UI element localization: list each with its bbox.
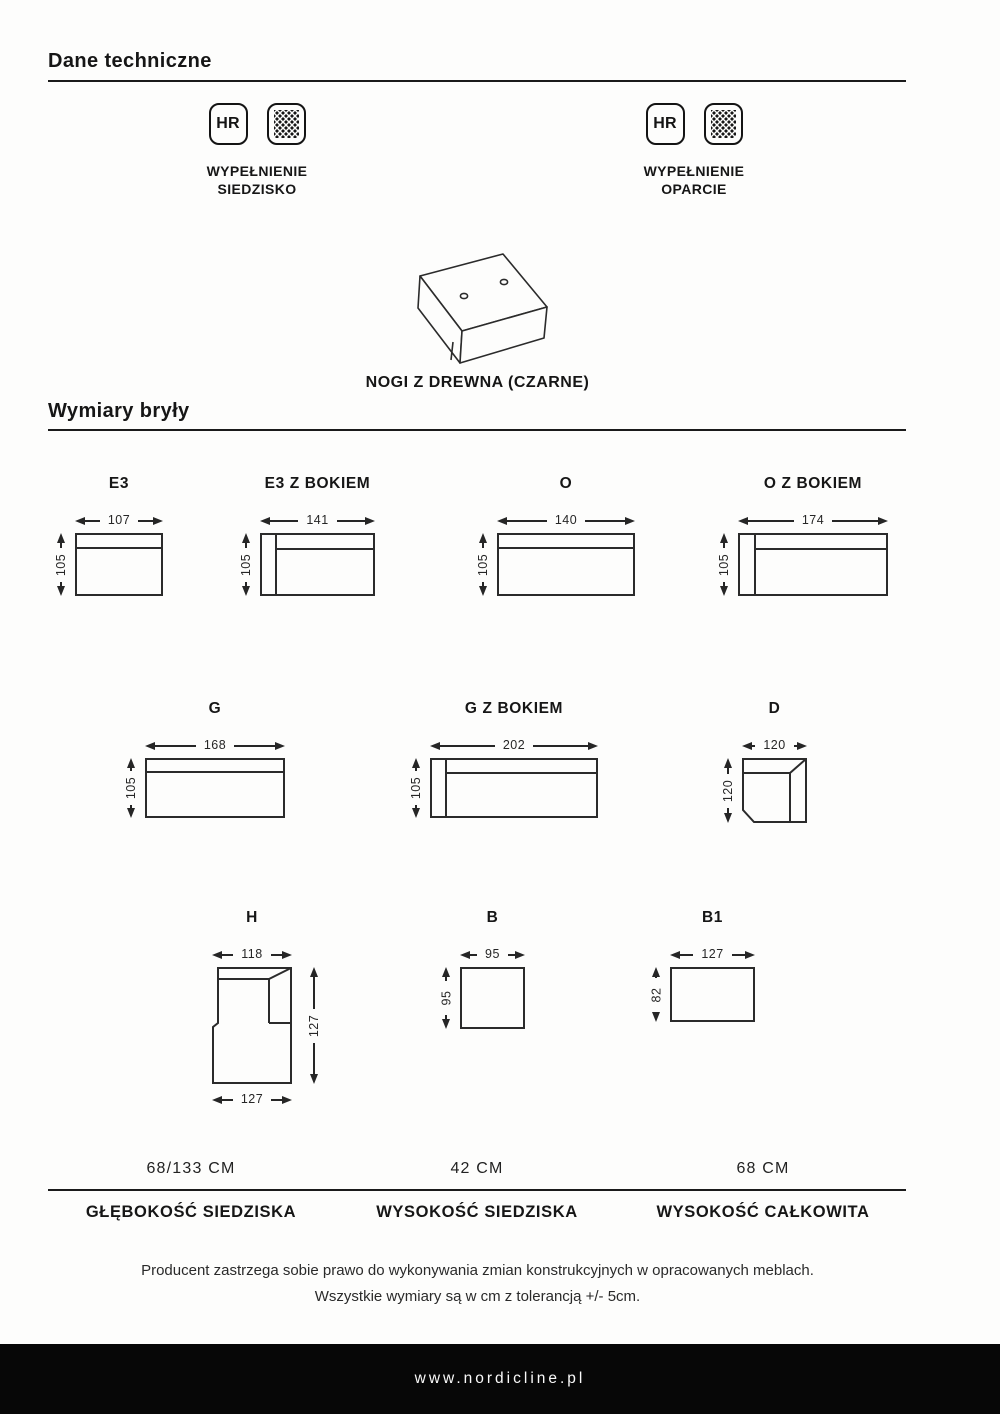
module-gb-height-value: 105 — [409, 776, 424, 800]
module-b-label: B — [486, 909, 499, 926]
module-gb-height-dim — [408, 758, 424, 818]
module-e3 — [51, 475, 163, 596]
hr-label: HR — [216, 115, 240, 132]
module-o-z-bokiem — [714, 475, 888, 596]
divider — [48, 1189, 906, 1191]
arrow-right-icon — [365, 517, 375, 525]
filling-backrest-label-line1: WYPEŁNIENIE — [643, 163, 745, 179]
foam-dots-pattern — [711, 110, 736, 138]
module-d-height-dim — [720, 758, 736, 823]
filling-backrest-icons — [599, 103, 789, 145]
dim-line — [748, 520, 794, 522]
module-b-shape — [460, 967, 525, 1029]
dimension-stats — [48, 1160, 906, 1222]
disclaimer-line2: Wszystkie wymiary są w cm z tolerancją +/- 5cm. — [314, 1288, 641, 1305]
module-h-bottom-width-dim — [212, 1093, 292, 1107]
arrow-right-icon — [282, 1096, 292, 1104]
module-d — [718, 700, 807, 823]
arrow-right-icon — [275, 742, 285, 750]
section-title-technical: Dane techniczne — [48, 50, 212, 72]
arrow-down-icon — [310, 1074, 318, 1084]
module-b-width-value: 95 — [485, 947, 500, 961]
arrow-right-icon — [153, 517, 163, 525]
divider — [48, 429, 906, 431]
arrow-down-icon — [720, 586, 728, 596]
module-h-shape — [212, 967, 292, 1084]
module-b1-width-dim — [670, 948, 755, 962]
arrow-down-icon — [442, 1019, 450, 1029]
arrow-up-icon — [652, 967, 660, 977]
filling-seat-label — [162, 162, 352, 198]
module-g — [121, 700, 285, 818]
arrow-down-icon — [57, 586, 65, 596]
module-e3-label: E3 — [108, 475, 130, 492]
arrow-right-icon — [878, 517, 888, 525]
module-b1-height-value: 82 — [649, 987, 663, 1002]
filling-backrest-group — [599, 103, 789, 198]
module-b1-height-dim — [648, 967, 664, 1022]
module-e3-height-value: 105 — [54, 553, 69, 576]
module-d-width-dim — [742, 739, 807, 753]
module-e3b-width-value: 141 — [306, 513, 329, 527]
module-ob-label: O Z BOKIEM — [763, 475, 863, 492]
dim-line — [832, 520, 878, 522]
arrow-up-icon — [127, 758, 135, 768]
arrow-up-icon — [479, 533, 487, 543]
module-d-height-value: 120 — [721, 779, 736, 802]
dim-line — [138, 520, 153, 522]
arrow-left-icon — [75, 517, 85, 525]
module-b1-shape — [670, 967, 755, 1022]
module-b — [436, 909, 525, 1029]
arrow-up-icon — [57, 533, 65, 543]
module-g-height-value: 105 — [124, 776, 139, 800]
foam-dots-icon — [704, 103, 743, 145]
arrow-left-icon — [212, 951, 222, 959]
filling-seat-label-line1: WYPEŁNIENIE — [206, 163, 308, 179]
arrow-down-icon — [652, 1012, 660, 1022]
foam-dots-pattern — [274, 110, 299, 138]
module-d-label: D — [768, 700, 781, 717]
module-h-top-width-value: 118 — [241, 947, 263, 961]
module-gb-shape — [430, 758, 598, 818]
module-o-height-value: 105 — [476, 553, 491, 576]
module-b-width-dim — [460, 948, 525, 962]
dim-line — [313, 977, 315, 1009]
arrow-left-icon — [670, 951, 680, 959]
disclaimer — [0, 1258, 955, 1310]
stat-total-height-label: WYSOKOŚĆ CAŁKOWITA — [656, 1203, 870, 1222]
dim-line — [85, 520, 100, 522]
module-d-shape — [742, 758, 807, 823]
arrow-down-icon — [479, 586, 487, 596]
arrow-up-icon — [242, 533, 250, 543]
module-b-height-value: 95 — [439, 990, 453, 1006]
hr-foam-icon — [646, 103, 685, 145]
module-gb-width-dim — [430, 739, 598, 753]
module-h-top-width-dim — [212, 948, 292, 962]
module-g-height-dim — [123, 758, 139, 818]
arrow-up-icon — [310, 967, 318, 977]
arrow-left-icon — [460, 951, 470, 959]
filling-backrest-label — [599, 162, 789, 198]
module-ob-shape — [738, 533, 888, 596]
dim-line — [313, 1043, 315, 1075]
module-o-width-dim — [497, 514, 635, 528]
stat-seat-height-value: 42 CM — [450, 1160, 504, 1177]
footer-bar — [0, 1344, 1000, 1414]
module-ob-height-dim — [716, 533, 732, 596]
dim-line — [270, 520, 298, 522]
dim-line — [732, 954, 745, 956]
module-b1-label: B1 — [701, 909, 723, 926]
legs-caption: NOGI Z DREWNA (CZARNE) — [365, 374, 590, 391]
module-g-shape — [145, 758, 285, 818]
module-g-z-bokiem — [406, 700, 598, 818]
section-title-dimensions: Wymiary bryły — [48, 400, 190, 422]
module-o-height-dim — [475, 533, 491, 596]
arrow-left-icon — [212, 1096, 222, 1104]
hr-label: HR — [653, 115, 677, 132]
module-gb-label: G Z BOKIEM — [464, 700, 564, 717]
stat-seat-height-label: WYSOKOŚĆ SIEDZISKA — [376, 1203, 578, 1222]
module-ob-height-value: 105 — [717, 553, 732, 576]
module-e3-width-value: 107 — [107, 513, 131, 527]
arrow-right-icon — [797, 742, 807, 750]
module-h-height-dim — [306, 967, 322, 1084]
arrow-left-icon — [260, 517, 270, 525]
foam-dots-icon — [267, 103, 306, 145]
module-o-shape — [497, 533, 635, 596]
divider — [48, 80, 906, 82]
module-e3b-width-dim — [260, 514, 375, 528]
module-e3b-height-value: 105 — [239, 553, 254, 576]
footer-url: www.nordicline.pl — [414, 1370, 586, 1387]
dim-line — [271, 954, 282, 956]
dim-line — [470, 954, 477, 956]
stat-total-height-value: 68 CM — [736, 1160, 790, 1177]
module-e3b-label: E3 Z BOKIEM — [264, 475, 371, 492]
module-e3-width-dim — [75, 514, 163, 528]
module-b-height-dim — [438, 967, 454, 1029]
arrow-up-icon — [442, 967, 450, 977]
dim-line — [271, 1099, 282, 1101]
arrow-left-icon — [145, 742, 155, 750]
module-e3-shape — [75, 533, 163, 596]
filling-seat-group — [162, 103, 352, 198]
module-b1 — [646, 909, 755, 1022]
arrow-up-icon — [412, 758, 420, 768]
arrow-right-icon — [282, 951, 292, 959]
module-e3b-height-dim — [238, 533, 254, 596]
module-g-width-dim — [145, 739, 285, 753]
dim-line — [585, 520, 625, 522]
stat-seat-depth-label: GŁĘBOKOŚĆ SIEDZISKA — [85, 1203, 297, 1222]
stats-labels-row — [48, 1203, 906, 1222]
module-g-width-value: 168 — [203, 738, 227, 752]
dim-line — [222, 1099, 233, 1101]
module-g-label: G — [208, 700, 222, 717]
stat-seat-depth-value: 68/133 CM — [146, 1160, 236, 1177]
arrow-right-icon — [745, 951, 755, 959]
module-gb-width-value: 202 — [502, 738, 526, 752]
module-h-height-value: 127 — [307, 1014, 322, 1037]
dim-line — [680, 954, 693, 956]
arrow-right-icon — [515, 951, 525, 959]
filling-seat-label-line2: SIEDZISKO — [217, 181, 297, 197]
module-e3b-shape — [260, 533, 375, 596]
stats-values-row — [48, 1160, 906, 1178]
filling-backrest-label-line2: OPARCIE — [661, 181, 727, 197]
arrow-up-icon — [724, 758, 732, 768]
module-o-width-value: 140 — [554, 513, 578, 527]
module-ob-width-value: 174 — [801, 513, 825, 527]
arrow-right-icon — [625, 517, 635, 525]
module-e3-height-dim — [53, 533, 69, 596]
disclaimer-line1: Producent zastrzega sobie prawo do wykonywania zmian konstrukcyjnych w opracowanych meblach. — [141, 1262, 814, 1279]
module-o-label: O — [559, 475, 573, 492]
module-h-label: H — [246, 909, 258, 926]
filling-seat-icons — [162, 103, 352, 145]
module-e3-z-bokiem — [236, 475, 375, 596]
module-ob-width-dim — [738, 514, 888, 528]
module-h — [212, 909, 322, 1107]
dim-line — [508, 954, 515, 956]
arrow-up-icon — [720, 533, 728, 543]
dim-line — [440, 745, 495, 747]
arrow-down-icon — [724, 813, 732, 823]
arrow-down-icon — [412, 808, 420, 818]
dim-line — [337, 520, 365, 522]
arrow-left-icon — [430, 742, 440, 750]
dim-line — [155, 745, 196, 747]
module-d-width-value: 120 — [763, 738, 786, 752]
module-o — [473, 475, 635, 596]
arrow-down-icon — [242, 586, 250, 596]
module-h-bottom-width-value: 127 — [240, 1092, 264, 1106]
dim-line — [507, 520, 547, 522]
dim-line — [234, 745, 275, 747]
hr-foam-icon — [209, 103, 248, 145]
arrow-right-icon — [588, 742, 598, 750]
dim-line — [533, 745, 588, 747]
arrow-left-icon — [742, 742, 752, 750]
arrow-left-icon — [497, 517, 507, 525]
module-b1-width-value: 127 — [701, 947, 724, 961]
arrow-down-icon — [127, 808, 135, 818]
dim-line — [222, 954, 233, 956]
wooden-leg-figure — [402, 251, 550, 374]
arrow-left-icon — [738, 517, 748, 525]
